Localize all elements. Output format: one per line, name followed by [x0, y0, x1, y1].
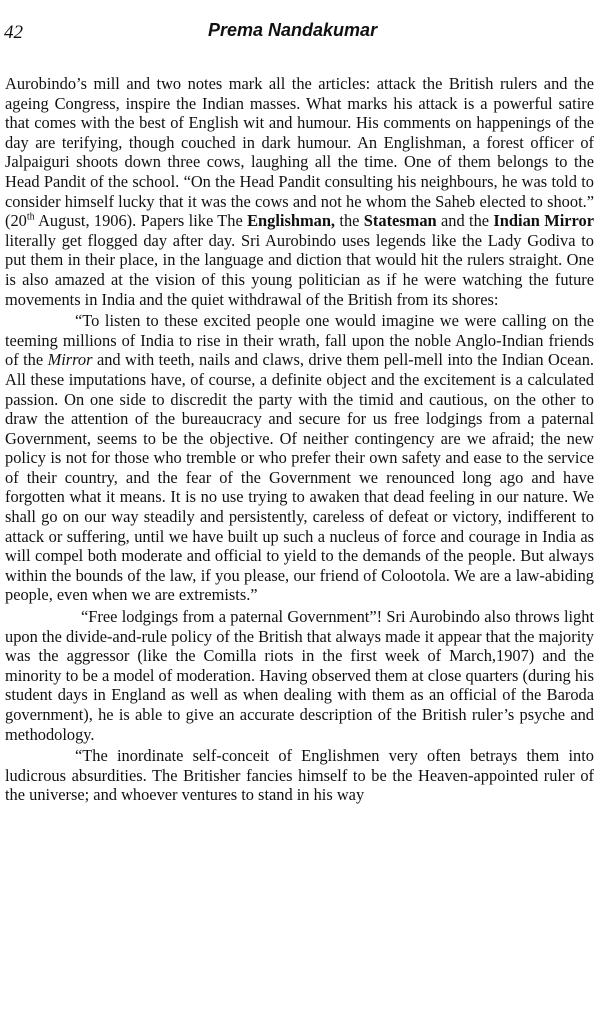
paragraph-1: [5, 74, 594, 309]
page-header: [0, 20, 600, 44]
ordinal-superscript: th: [26, 211, 35, 223]
quotation-paragraph: [5, 311, 594, 605]
quotation-italic-mirror: Mirror: [47, 350, 93, 370]
newspaper-indian-mirror: Indian Mirror: [493, 211, 595, 231]
body-text: [5, 74, 594, 805]
paragraph-3: “The inordinate self-conceit of Englishmen very often betrays them into ludicrous absurdities. The Britisher fancies himself to be the Heaven-appointed ruler of the universe; and whoever ventures to stand in his way: [5, 746, 594, 805]
paragraph-1-text-b: August, 1906). Papers like The: [34, 211, 248, 231]
running-head-author: Prema Nandakumar: [208, 20, 378, 40]
paragraph-1-text-a: Aurobindo’s mill and two notes mark all the articles: attack the British rulers and the ageing Congress, inspire the Indian masses. What marks his attack is a powerful satire that comes with the best of English wit and humour. His comments on happenings of the day are terifying, though couched in dark humour. An Englishman, a forest officer of Jalpaiguri shoots down three cows, laughing all the time. One of them belongs to the Head Pandit of the school. “On the Head Pandit consulting his neighbours, he was told to consider himself lucky that it was the cows and not he whom the Saheb elected to shoot.” (20: [5, 74, 594, 231]
paragraph-1-text-d: and the: [436, 211, 494, 231]
quotation-text-a: “To listen to these excited people one would imagine we were calling on the teeming millions of India to rise in their wrath, fall upon the noble Anglo-Indian friends of the: [5, 311, 594, 370]
newspaper-statesman: Statesman: [363, 211, 437, 231]
paragraph-2: “Free lodgings from a paternal Government”! Sri Aurobindo also throws light upon the divide-and-rule policy of the British that always made it appear that the majority was the aggressor (like the Comilla riots in the first week of March,1907) and the minority to be a model of moderation. Having observed them at close quarters (during his student days in England as well as when dealing with them as an official of the Baroda government), he is able to give an accurate description of the British ruler’s psyche and methodology.: [5, 607, 594, 744]
page-number: 42: [4, 22, 23, 43]
newspaper-englishman: Englishman,: [247, 211, 336, 231]
paragraph-1-text-c: the: [335, 211, 364, 231]
paragraph-1-text-e: literally get flogged day after day. Sri Aurobindo uses legends like the Lady Godiva to put them in their place, in the language and diction that would hit the rulers straight. One is also amazed at the vision of this young politician as if he were watching the future movements in India and the quiet withdrawal of the British from its shores:: [5, 230, 594, 309]
quotation-text-b: and with teeth, nails and claws, drive them pell-mell into the Indian Ocean. All these imputations have, of course, a definite object and the excitement is a calculated passion. On one side to discredit the party with the timid and cautious, on the other to draw the attention of the bureaucracy and secure for us free lodgings from a paternal Government, seems to be the objective. Of neither contingency are we afraid; the new policy is not for those who tremble or who prefer their own safety and ease to the service of their country, and the fear of the Government we renounced long ago and have forgotten what it means. It is no use trying to awaken that dead feeling in our nature. We shall go on our way steadily and persistently, careless of defeat or victory, indifferent to attack or suffering, until we have built up such a nucleus of force and courage in India as will compel both moderate and official to yield to the demands of the people. But always within the bounds of the law, if you please, our friend of Colootola. We are a law-abiding people, even when we are extremists.”: [5, 350, 594, 605]
